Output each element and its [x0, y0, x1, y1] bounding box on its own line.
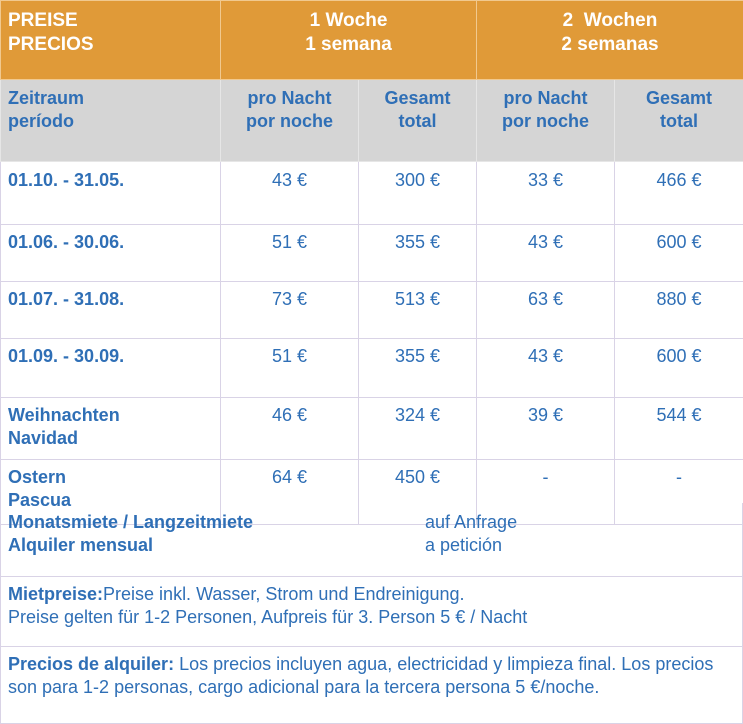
period-cell: [1, 282, 221, 339]
subheader-per-night-es: por noche: [501, 111, 589, 131]
w1-total-cell: 513 €: [359, 282, 477, 339]
w1-night-cell: 73 €: [221, 282, 359, 339]
w2-total-cell: 466 €: [615, 162, 743, 225]
subheader-period-cell: [1, 80, 221, 162]
w1-total-cell: 324 €: [359, 398, 477, 460]
w2-total-cell: 880 €: [615, 282, 743, 339]
header-week2-de: 2 Wochen: [562, 10, 658, 31]
w1-night-cell: 43 €: [221, 162, 359, 225]
period-label-de: Ostern: [8, 467, 67, 487]
w2-night-cell: 63 €: [477, 282, 615, 339]
period-cell: [1, 398, 221, 460]
table-row: [1, 282, 743, 339]
w1-total-cell: 450 €: [359, 460, 477, 525]
w1-night-cell: 51 €: [221, 225, 359, 282]
period-label: 01.07. - 31.08.: [8, 289, 125, 309]
subheader-period-de: Zeitraum: [8, 88, 85, 108]
rental-prices-note-es: [0, 647, 743, 724]
monthly-value-de: auf Anfrage: [425, 512, 518, 532]
w2-total-cell: 600 €: [615, 225, 743, 282]
table-row: [1, 339, 743, 398]
table-row: [1, 225, 743, 282]
note-es-title: Precios de alquiler:: [8, 654, 175, 674]
note-de-line1: Preise inkl. Wasser, Strom und Endreinigung.: [103, 584, 465, 604]
header-row: [1, 1, 743, 80]
subheader-total-es: total: [660, 111, 698, 131]
subheader-total-de: Gesamt: [645, 88, 713, 108]
period-label: 01.10. - 31.05.: [8, 170, 125, 190]
subheader-w2-total-cell: [615, 80, 743, 162]
w1-total-cell: 355 €: [359, 339, 477, 398]
note-de-text: [8, 583, 736, 629]
table-row: [1, 162, 743, 225]
w2-total-cell: -: [615, 460, 743, 525]
period-label: 01.09. - 30.09.: [8, 346, 125, 366]
table-row: [1, 398, 743, 460]
w1-night-cell: 51 €: [221, 339, 359, 398]
period-label-es: Navidad: [8, 428, 79, 448]
w2-night-cell: 33 €: [477, 162, 615, 225]
subheader-per-night-es: por noche: [245, 111, 333, 131]
subheader-w1-night-cell: [221, 80, 359, 162]
subheader-total-es: total: [398, 111, 437, 131]
period-cell: [1, 339, 221, 398]
w2-night-cell: 43 €: [477, 225, 615, 282]
w2-night-cell: -: [477, 460, 615, 525]
subheader-period-es: período: [8, 111, 74, 131]
rental-prices-note-de: [0, 577, 743, 647]
subheader-row: [1, 80, 743, 162]
monthly-label-es: Alquiler mensual: [8, 535, 154, 555]
period-label-es: Pascua: [8, 490, 72, 510]
subheader-total-de: Gesamt: [384, 88, 451, 108]
subheader-w1-total-cell: [359, 80, 477, 162]
header-label-es: PRECIOS: [8, 34, 94, 55]
w1-night-cell: 64 €: [221, 460, 359, 525]
period-label: 01.06. - 30.06.: [8, 232, 125, 252]
w2-night-cell: 43 €: [477, 339, 615, 398]
header-week1-es: 1 semana: [305, 34, 392, 55]
header-prices-cell: [1, 1, 221, 80]
header-label-de: PREISE: [8, 10, 78, 31]
subheader-per-night-de: pro Nacht: [247, 88, 332, 108]
subheader-per-night-de: pro Nacht: [503, 88, 588, 108]
header-week2-es: 2 semanas: [561, 34, 659, 55]
header-week1-de: 1 Woche: [309, 10, 388, 31]
subheader-w2-night-cell: [477, 80, 615, 162]
monthly-rent-label: [8, 511, 253, 557]
period-label-de: Weihnachten: [8, 405, 120, 425]
w1-night-cell: 46 €: [221, 398, 359, 460]
w1-total-cell: 300 €: [359, 162, 477, 225]
note-es-text: [8, 653, 736, 699]
note-de-title: Mietpreise:: [8, 584, 104, 604]
monthly-rent-value: [425, 511, 517, 557]
w2-total-cell: 600 €: [615, 339, 743, 398]
w1-total-cell: 355 €: [359, 225, 477, 282]
period-cell: [1, 225, 221, 282]
header-one-week-cell: [221, 1, 477, 80]
monthly-rent-section: [0, 503, 743, 577]
monthly-value-es: a petición: [425, 535, 503, 555]
monthly-label-de: Monatsmiete / Langzeitmiete: [8, 512, 254, 532]
w2-night-cell: 39 €: [477, 398, 615, 460]
note-es-body: Los precios incluyen agua, electricidad y limpieza final. Los precios son para 1-2 personas, cargo adicional para la tercera persona 5 €/noche.: [8, 654, 714, 697]
header-two-weeks-cell: [477, 1, 743, 80]
period-cell: [1, 162, 221, 225]
note-de-line2: Preise gelten für 1-2 Personen, Aufpreis für 3. Person 5 € / Nacht: [8, 607, 528, 627]
w2-total-cell: 544 €: [615, 398, 743, 460]
